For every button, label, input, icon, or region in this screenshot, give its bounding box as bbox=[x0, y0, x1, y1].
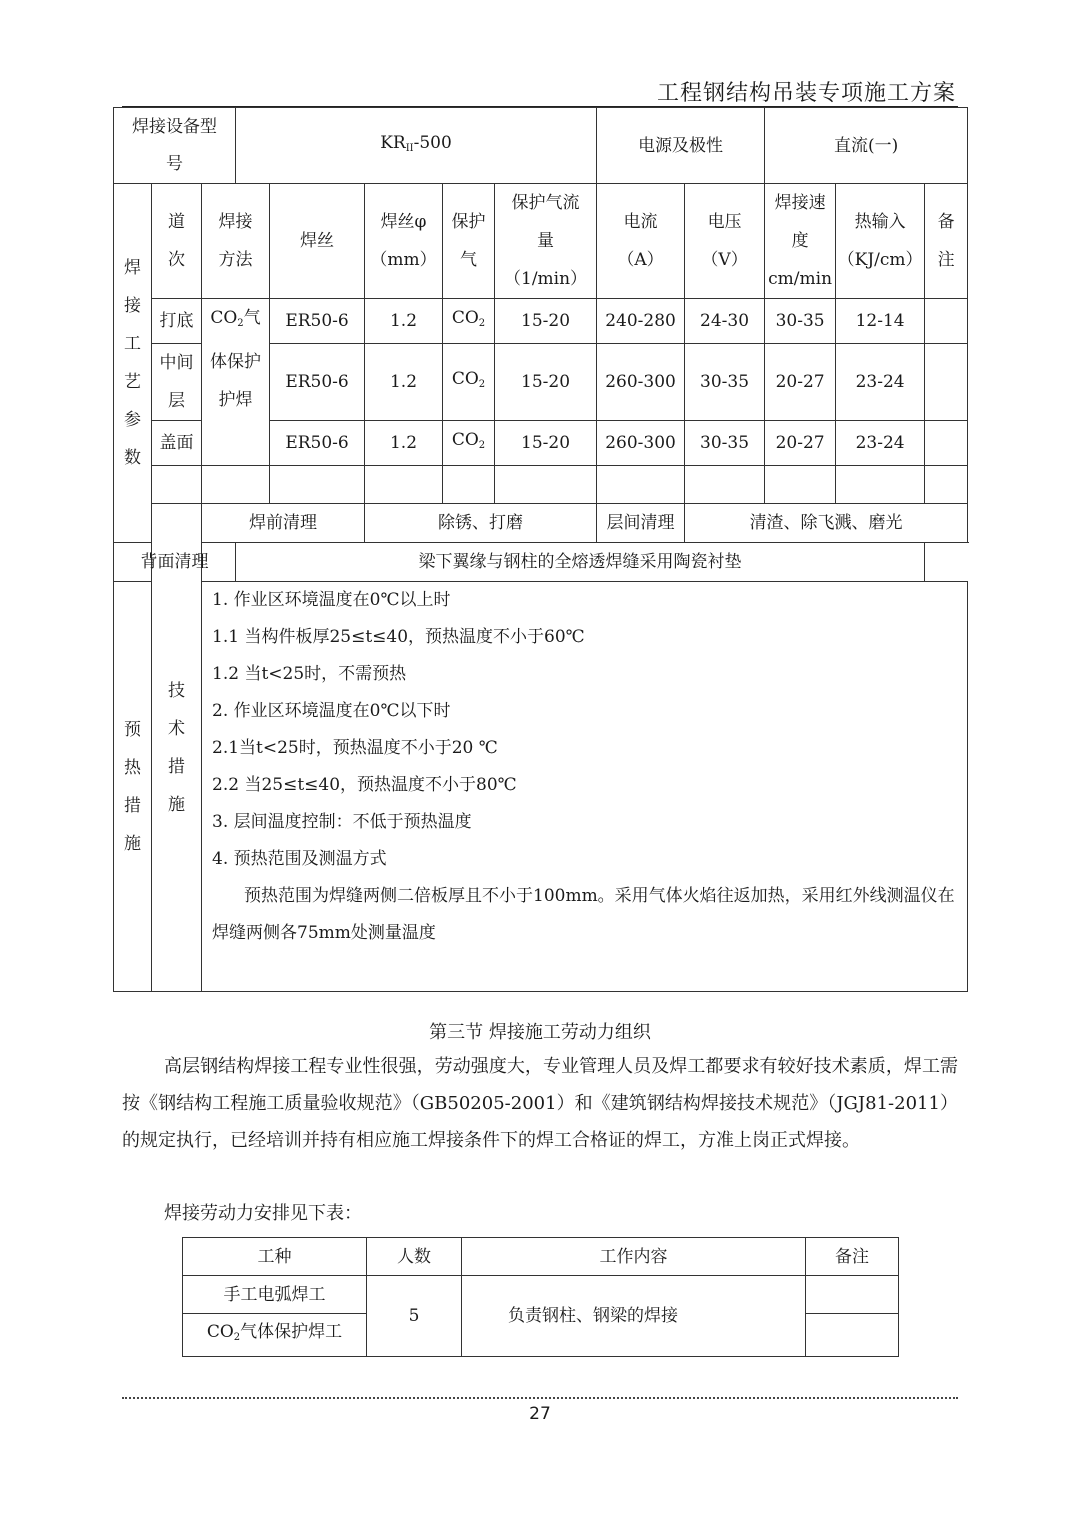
labor-header-note: 备注 bbox=[806, 1238, 899, 1276]
diameter-cell: 1.2 bbox=[365, 421, 443, 466]
gas-cell: $CO_2$ bbox=[443, 421, 495, 466]
labor-header-content: 工作内容 bbox=[462, 1238, 806, 1276]
col-header-speed: 焊接速 度 cm/min bbox=[765, 184, 836, 299]
preheat-paragraph: 预热范围为焊缝两侧二倍板厚且不小于100mm。采用气体火焰往返加热，采用红外线测温仪在焊缝两侧各75mm处测量温度 bbox=[212, 886, 955, 943]
wire-cell: ER50-6 bbox=[270, 421, 365, 466]
equipment-model-cell bbox=[236, 108, 597, 184]
pass-cell: 打底 bbox=[152, 299, 202, 344]
preheat-note: 1. 作业区环境温度在0℃以上时 bbox=[212, 590, 451, 610]
table-row-empty bbox=[114, 466, 968, 504]
heat-cell: 23-24 bbox=[836, 344, 925, 421]
preheat-note: 3. 层间温度控制：不低于预热温度 bbox=[212, 812, 472, 832]
document-header-title: 工程钢结构吊装专项施工方案 bbox=[656, 81, 956, 106]
labor-table bbox=[182, 1237, 899, 1357]
labor-count-cell: 5 bbox=[367, 1276, 462, 1357]
current-cell: 240-280 bbox=[597, 299, 685, 344]
note-cell bbox=[925, 421, 968, 466]
section-title: 第三节 焊接施工劳动力组织 bbox=[429, 1022, 651, 1043]
labor-header-type: 工种 bbox=[183, 1238, 367, 1276]
diameter-cell: 1.2 bbox=[365, 299, 443, 344]
col-header-voltage: 电压 （V） bbox=[685, 184, 765, 299]
speed-cell: 20-27 bbox=[765, 421, 836, 466]
diameter-cell: 1.2 bbox=[365, 344, 443, 421]
footer-divider bbox=[122, 1397, 958, 1399]
preheat-note: 2.1当t<25时，预热温度不小于20 ℃ bbox=[212, 738, 498, 758]
gas-cell: $CO_2$ bbox=[443, 299, 495, 344]
col-header-note: 备 注 bbox=[925, 184, 968, 299]
equipment-label-cell bbox=[114, 108, 236, 184]
heat-cell: 23-24 bbox=[836, 421, 925, 466]
labor-type-cell: 手工电弧焊工 bbox=[183, 1276, 367, 1314]
voltage-cell: 30-35 bbox=[685, 421, 765, 466]
speed-cell: 20-27 bbox=[765, 344, 836, 421]
preheat-label: 预 热 措 施 bbox=[114, 582, 152, 992]
current-cell: 260-300 bbox=[597, 421, 685, 466]
labor-note-cell bbox=[806, 1276, 899, 1314]
labor-note-cell bbox=[806, 1314, 899, 1357]
power-value: 直流(一) bbox=[765, 108, 968, 184]
table-row bbox=[183, 1276, 899, 1314]
preheat-notes bbox=[202, 582, 968, 992]
power-label: 电源及极性 bbox=[597, 108, 765, 184]
section-label-weld-params: 焊 接 工 艺 参 数 bbox=[114, 184, 152, 543]
section-label-tech-measures: 技 术 措 施 bbox=[152, 504, 202, 992]
col-header-heat: 热输入 （KJ/cm） bbox=[836, 184, 925, 299]
col-header-method: 焊接 方法 bbox=[202, 184, 270, 299]
preheat-note: 2. 作业区环境温度在0℃以下时 bbox=[212, 701, 451, 721]
col-header-wire: 焊丝 bbox=[270, 184, 365, 299]
welding-procedure-table bbox=[113, 107, 968, 992]
preheat-note: 2.2 当25≤t≤40，预热温度不小于80℃ bbox=[212, 775, 517, 795]
col-header-flow: 保护气流 量 （1/min） bbox=[495, 184, 597, 299]
col-header-current: 电流 （A） bbox=[597, 184, 685, 299]
flow-cell: 15-20 bbox=[495, 299, 597, 344]
labor-header-count: 人数 bbox=[367, 1238, 462, 1276]
wire-cell: ER50-6 bbox=[270, 344, 365, 421]
back-clean-value: 梁下翼缘与钢柱的全熔透焊缝采用陶瓷衬垫 bbox=[236, 543, 925, 582]
flow-cell: 15-20 bbox=[495, 421, 597, 466]
col-header-gas: 保护 气 bbox=[443, 184, 495, 299]
method-cell: $CO_2$气 体保护 护焊 bbox=[202, 299, 270, 466]
current-cell: 260-300 bbox=[597, 344, 685, 421]
heat-cell: 12-14 bbox=[836, 299, 925, 344]
page-number: 27 bbox=[529, 1404, 551, 1424]
equipment-label: 焊接设备型号 bbox=[132, 116, 217, 174]
pre-clean-label: 焊前清理 bbox=[202, 504, 365, 543]
col-header-diameter: 焊丝φ （mm） bbox=[365, 184, 443, 299]
note-cell bbox=[925, 344, 968, 421]
flow-cell: 15-20 bbox=[495, 344, 597, 421]
labor-table-intro: 焊接劳动力安排见下表： bbox=[164, 1203, 362, 1224]
gas-cell: $CO_2$ bbox=[443, 344, 495, 421]
interlayer-clean-value: 清渣、除飞溅、磨光 bbox=[685, 504, 968, 543]
preheat-note: 1.2 当t<25时，不需预热 bbox=[212, 664, 407, 684]
col-header-pass: 道 次 bbox=[152, 184, 202, 299]
voltage-cell: 30-35 bbox=[685, 344, 765, 421]
pass-cell: 中间 层 bbox=[152, 344, 202, 421]
table-row bbox=[114, 299, 968, 344]
wire-cell: ER50-6 bbox=[270, 299, 365, 344]
equipment-model: $KR_{II}-500$ bbox=[380, 132, 452, 154]
preheat-note: 4. 预热范围及测温方式 bbox=[212, 849, 387, 869]
section-paragraph: 高层钢结构焊接工程专业性很强，劳动强度大，专业管理人员及焊工都要求有较好技术素质，焊工需按《钢结构工程施工质量验收规范》（GB50205-2001）和《建筑钢结构焊接技术规范》（JGJ81-2011）的规定执行，已经培训并持有相应施工焊接条件下的焊工合格证的焊工，方准上岗正式焊接。 bbox=[122, 1056, 958, 1151]
voltage-cell: 24-30 bbox=[685, 299, 765, 344]
labor-type-cell: $CO_2$气体保护焊工 bbox=[183, 1314, 367, 1357]
labor-content-cell: 负责钢柱、钢梁的焊接 bbox=[462, 1276, 806, 1357]
pass-cell: 盖面 bbox=[152, 421, 202, 466]
interlayer-clean-label: 层间清理 bbox=[597, 504, 685, 543]
pre-clean-value: 除锈、打磨 bbox=[365, 504, 597, 543]
speed-cell: 30-35 bbox=[765, 299, 836, 344]
back-clean-label: 背面清理 bbox=[114, 543, 236, 582]
preheat-note: 1.1 当构件板厚25≤t≤40，预热温度不小于60℃ bbox=[212, 627, 585, 647]
note-cell bbox=[925, 299, 968, 344]
